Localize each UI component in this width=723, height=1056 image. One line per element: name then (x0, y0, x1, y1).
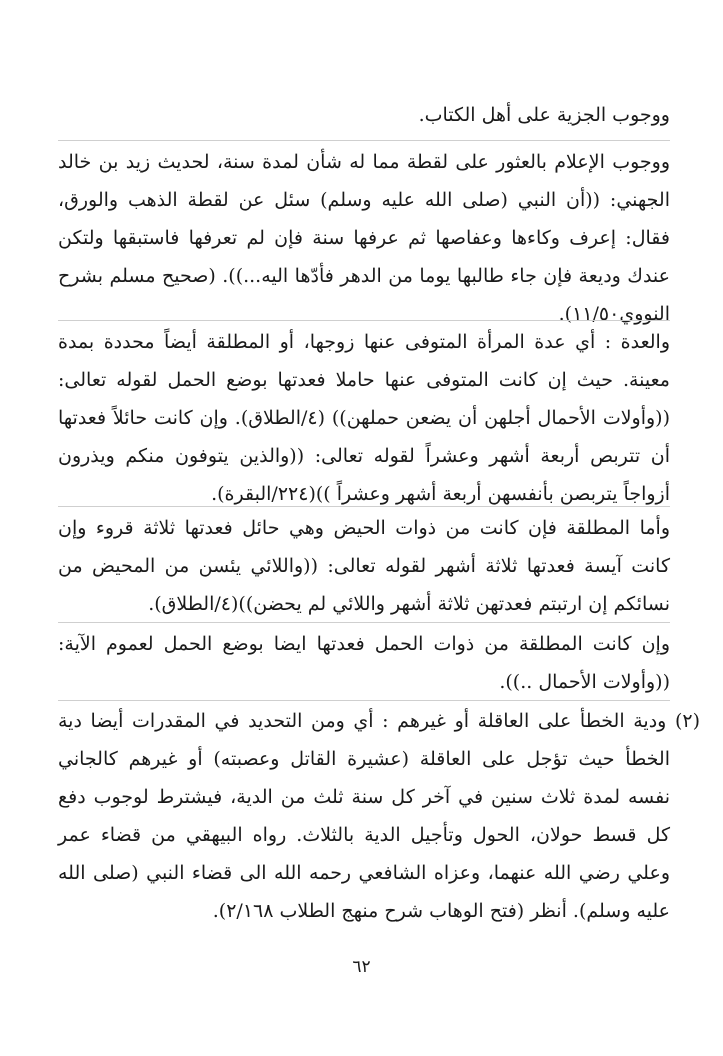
paragraph-divider (58, 506, 670, 507)
paragraph-divorced-woman: وأما المطلقة فإن كانت من ذوات الحيض وهي حائل فعدتها ثلاثة قروء وإن كانت آيسة فعدتها ثلاثة أشهر لقوله تعالى: ((واللائي يئسن من المحيض من نسائكم إن ارتبتم فعدتهن ثلاثة أشهر واللائي لم يحضن))(٤/الطلاق). (58, 517, 670, 615)
paragraph-divider (58, 700, 670, 701)
paragraph-divider (58, 622, 670, 623)
paragraph-waiting-period: والعدة : أي عدة المرأة المتوفى عنها زوجها، أو المطلقة أيضاً محددة بمدة معينة. حيث إن كانت المتوفى عنها حاملا فعدتها بوضع الحمل لقوله تعالى: ((وأولات الأحمال أجلهن أن يضعن حملهن)) (٤/الطلاق). وإن كانت حائلاً فعدتها أن تتربص أربعة أشهر وعشراً لقوله تعالى: ((والذين يتوفون منكم ويذرون أزواجاً يتربصن بأنفسهن أربعة أشهر وعشراً ))(٢٢٤/البقرة). (58, 331, 670, 505)
paragraph-pregnant-divorcee: وإن كانت المطلقة من ذوات الحمل فعدتها ايضا بوضع الحمل لعموم الآية: ((وأولات الأحمال ..)). (58, 633, 670, 693)
page-number: ٦٢ (352, 957, 371, 977)
footnote-blood-money: (٢) ودية الخطأ على العاقلة أو غيرهم : أي ومن التحديد في المقدرات أيضا دية الخطأ حيث تؤجل على العاقلة (عشيرة القاتل وعصبته) أو غيرهم كالجاني نفسه لمدة ثلاث سنين في آخر كل سنة ثلث من الدية، فيشترط لوجوب دفع كل قسط حولان، الحول وتأجيل الدية بالثلاث. رواه البيهقي من قضاء عمر وعلي رضي الله عنهما، وعزاه الشافعي رحمه الله الى قضاء النبي (صلى الله عليه وسلم). أنظر (فتح الوهاب شرح منهج الطلاب ٢/١٦٨). (58, 710, 700, 922)
paragraph-jizya: ووجوب الجزية على أهل الكتاب. (418, 104, 670, 126)
paragraph-divider (58, 320, 670, 321)
paragraph-lost-property: ووجوب الإعلام بالعثور على لقطة مما له شأن لمدة سنة، لحديث زيد بن خالد الجهني: ((أن النبي (صلى الله عليه وسلم) سئل عن لقطة الذهب والورق، فقال: إعرف وكاءها وعفاصها ثم عرفها سنة فإن لم تعرفها فاستبقها ولتكن عندك وديعة فإن جاء طالبها يوما من الدهر فأدّها اليه...)). (صحيح مسلم بشرح النووي١١/٥٠). (58, 151, 670, 325)
paragraph-divider (58, 140, 670, 141)
